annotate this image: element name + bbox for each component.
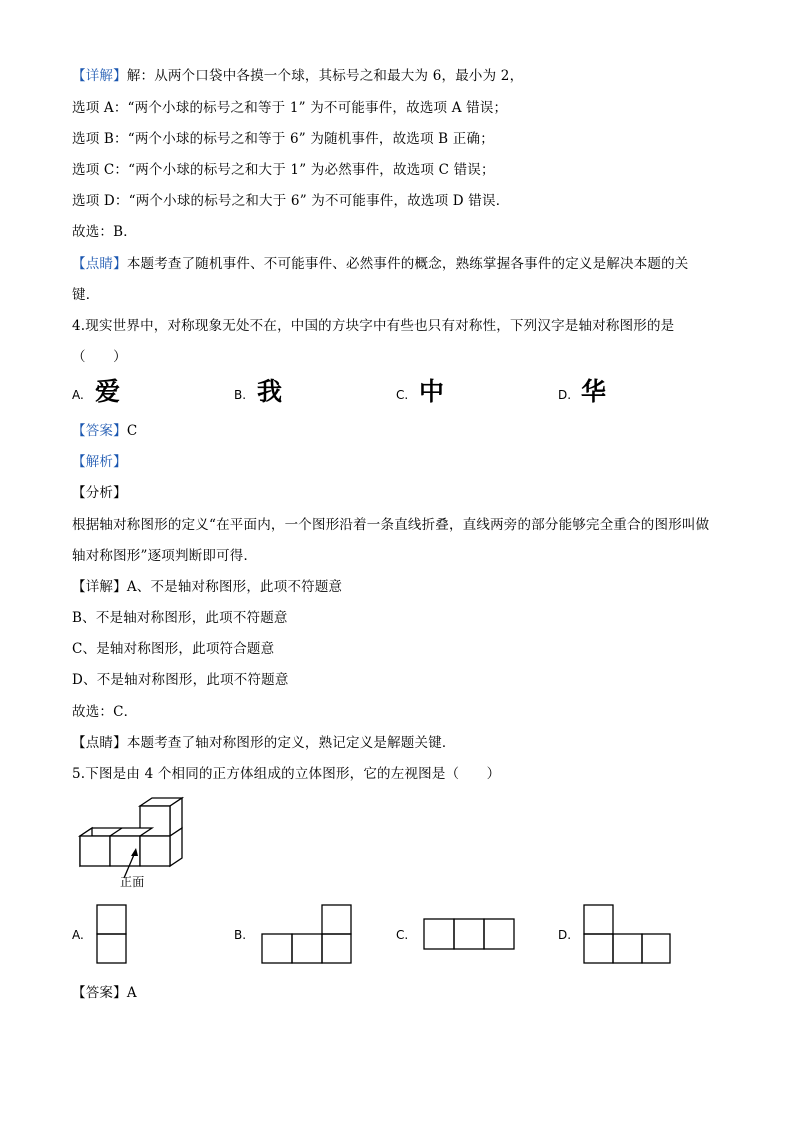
analysis-tag: 【解析】: [72, 454, 127, 470]
q4-line-b: B、不是轴对称图形，此项不符题意: [72, 610, 288, 626]
q4-stem-paren: （ ）: [72, 349, 127, 365]
q4-choose-line: 故选：C．: [72, 704, 138, 720]
cube-front-face: [140, 836, 170, 866]
q4-fenxi-text-1: 根据轴对称图形的定义“在平面内，一个图形沿着一条直线折叠，直线两旁的部分能够完全重合的图形叫做: [72, 517, 710, 533]
comment-tag: 【点睛】: [72, 735, 127, 751]
q4-analysis-line: [72, 453, 127, 471]
q3-option-c-line: 选项 C：“两个小球的标号之和大于 1” 为必然事件，故选项 C 错误；: [72, 162, 495, 178]
q3-option-b-line: 选项 B：“两个小球的标号之和等于 6” 为随机事件，故选项 B 正确；: [72, 131, 494, 147]
q5-option-d-label: D.: [558, 928, 572, 942]
figure-label: 正面: [120, 875, 145, 889]
detail-tag: 【详解】: [72, 68, 127, 84]
q4-option-a-char: 爱: [95, 377, 121, 406]
answer-tag: 【答案】: [72, 985, 127, 1001]
q4-stem: 4.现实世界中，对称现象无处不在，中国的方块字中有些也只有对称性，下列汉字是轴对称图形的是: [72, 318, 675, 334]
q4-line-c: C、是轴对称图形，此项符合题意: [72, 641, 275, 657]
q5-option-c-figure: [423, 918, 517, 952]
q3-option-a-line: 选项 A：“两个小球的标号之和等于 1” 为不可能事件，故选项 A 错误；: [72, 100, 508, 116]
q5-answer-line: 【答案】A: [72, 985, 137, 1001]
q5-option-a-figure: [96, 904, 128, 966]
q5-option-c-label: C.: [396, 928, 409, 942]
q4-option-c-char: 中: [419, 377, 445, 406]
cube-front-face: [80, 836, 110, 866]
q3-choose-line: 故选：B．: [72, 224, 137, 240]
fenxi-tag: 【分析】: [72, 485, 127, 501]
q5-option-b-label: B.: [234, 928, 247, 942]
q5-option-d-figure: [583, 904, 673, 966]
q4-option-b-char: 我: [257, 377, 283, 406]
q4-detail-line: 【详解】A、不是轴对称图形，此项不符题意: [72, 579, 343, 595]
q4-answer-line: 【答案】C: [72, 423, 138, 439]
q3-comment-line: 【点睛】本题考查了随机事件、不可能事件、必然事件的概念，熟练掌握各事件的定义是解决本题的关: [72, 256, 689, 272]
q3-option-d-line: 选项 D：“两个小球的标号之和大于 6” 为不可能事件，故选项 D 错误．: [72, 193, 510, 209]
q4-option-d-label: D.: [558, 388, 572, 402]
q4-option-c-label: C.: [396, 388, 409, 402]
q5-stem: 5.下图是由 4 个相同的正方体组成的立体图形，它的左视图是（ ）: [72, 766, 501, 782]
q5-option-a-label: A.: [72, 928, 84, 942]
q4-fenxi-text-2: 轴对称图形”逐项判断即可得．: [72, 548, 258, 564]
q5-option-b-figure: [261, 904, 355, 966]
q3-comment-line-2: 键．: [72, 287, 100, 303]
q4-option-a-label: A.: [72, 388, 84, 402]
detail-tag: 【详解】: [72, 579, 127, 595]
answer-tag: 【答案】: [72, 423, 127, 439]
q4-fenxi-line: [72, 484, 127, 502]
q4-option-b-label: B.: [234, 388, 247, 402]
q4-option-d-char: 华: [581, 377, 607, 406]
q4-comment-line: 【点睛】本题考查了轴对称图形的定义，熟记定义是解题关键．: [72, 735, 456, 751]
q4-line-d: D、不是轴对称图形，此项不符题意: [72, 672, 289, 688]
q3-detail-line: 【详解】解：从两个口袋中各摸一个球，其标号之和最大为 6，最小为 2，: [72, 68, 524, 84]
comment-tag: 【点睛】: [72, 256, 127, 272]
